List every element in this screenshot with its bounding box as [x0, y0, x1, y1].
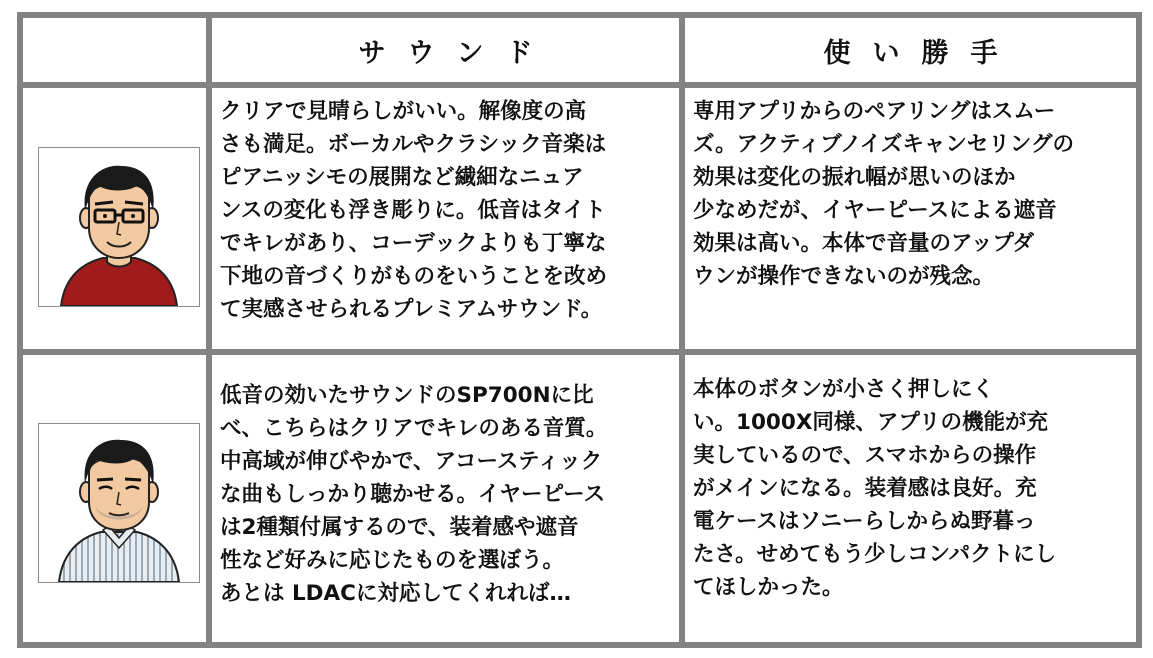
header-usability-label: 使い勝手: [823, 37, 1020, 69]
reviewer-1-sound-comment: クリアで見晴らしがいい。解像度の高 さも満足。ボーカルやクラシック音楽は ピアニッシモの展開など繊細なニュア ンスの変化も浮き彫りに。低音はタイト でキレがあり、コーデックよりも丁寧な 下地の音づくりがものをいうことを改め て実感させられるプレミアムサウンド。: [212, 88, 679, 349]
header-corner-cell: [23, 18, 206, 82]
header-sound-label: サウンド: [358, 37, 555, 69]
reviewer-2-usability-comment: 本体のボタンが小さく押しにく い。1000X同様、アプリの機能が充 実しているので、スマホからの操作 がメインになる。装着感は良好。充 電ケースはソニーらしからぬ野暮っ たさ。せめてもう少しコンパクトにし てほしかった。: [685, 355, 1136, 642]
header-sound: [212, 18, 679, 82]
reviewer-1-usability-comment: 専用アプリからのペアリングはスムー ズ。アクティブノイズキャンセリングの 効果は変化の振れ幅が思いのほか 少なめだが、イヤーピースによる遮音 効果は高い。本体で音量のアップダ ウンが操作できないのが残念。: [685, 88, 1136, 349]
reviewer-2-sound-comment: 低音の効いたサウンドのSP700Nに比 べ、こちらはクリアでキレのある音質。 中高域が伸びやかで、アコースティック な曲もしっかり聴かせる。イヤーピース は2種類付属するので、装着感や遮音 性など好みに応じたものを選ぼう。 あとは LDACに対応してくれれば…: [212, 355, 679, 642]
reviewer-1-avatar: [38, 147, 200, 307]
reviewer-2-portrait-icon: [39, 424, 199, 582]
review-table: [17, 12, 1142, 648]
reviewer-2-avatar: [38, 423, 200, 583]
reviewer-1-portrait-icon: [39, 148, 199, 306]
reviewer-2-avatar-cell: [23, 355, 206, 642]
reviewer-1-avatar-cell: [23, 88, 206, 349]
header-usability: [685, 18, 1136, 82]
